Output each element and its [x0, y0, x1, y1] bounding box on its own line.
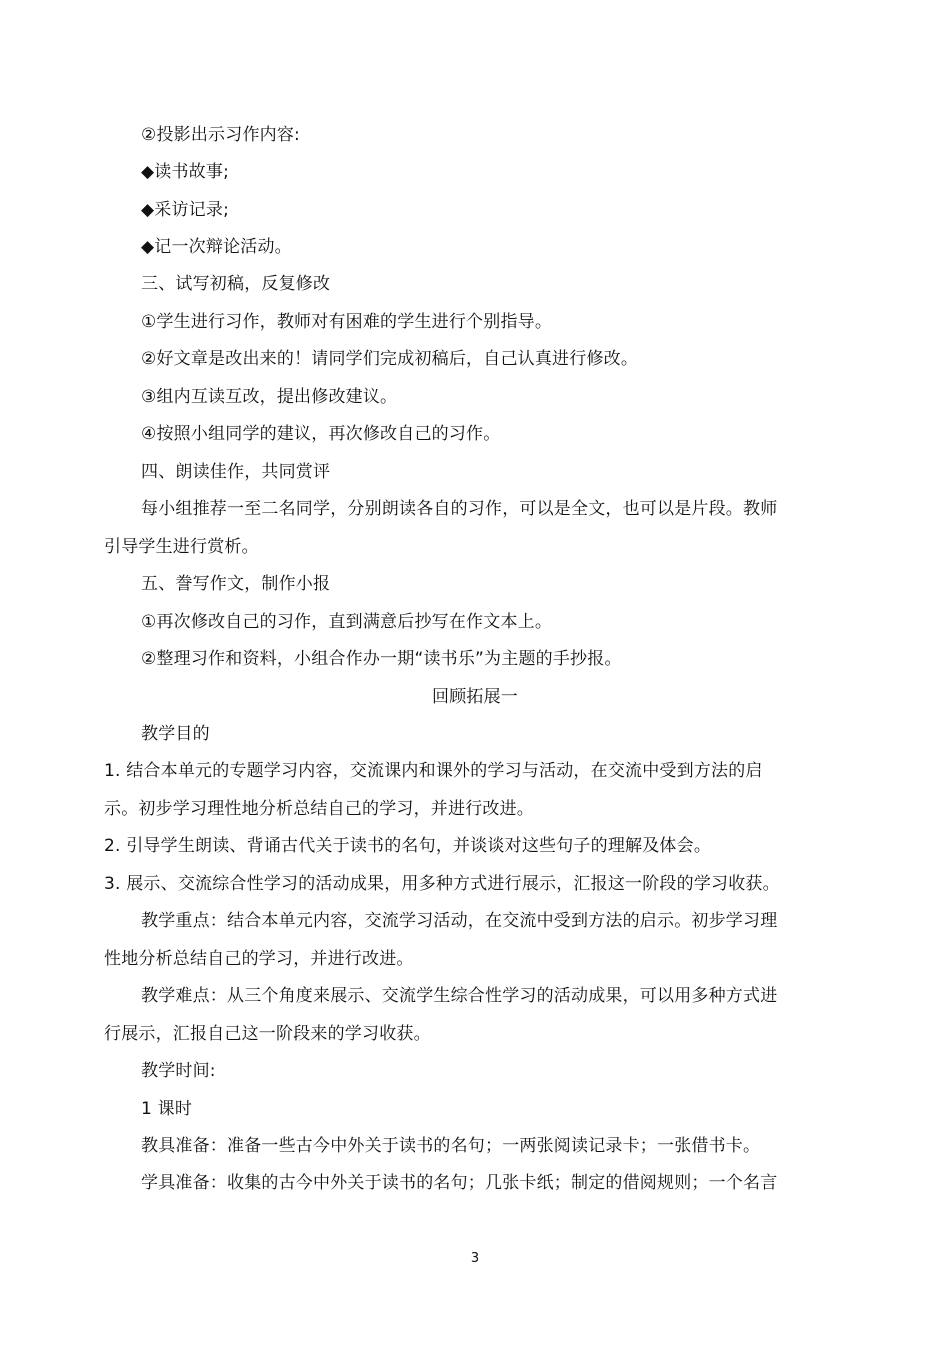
- text-line: 教学难点：从三个角度来展示、交流学生综合性学习的活动成果，可以用多种方式进: [141, 986, 778, 1006]
- text-line: 性地分析总结自己的学习，并进行改进。: [104, 949, 414, 969]
- list-item: ◆读书故事;: [141, 162, 230, 182]
- section-heading: 五、誊写作文，制作小报: [141, 574, 331, 594]
- text-line: 1 课时: [141, 1099, 193, 1119]
- text-line: ④按照小组同学的建议，再次修改自己的习作。: [141, 424, 501, 444]
- text-line: 学具准备：收集的古今中外关于读书的名句；几张卡纸；制定的借阅规则；一个名言: [141, 1173, 778, 1193]
- numbered-item: 2. 引导学生朗读、背诵古代关于读书的名句，并谈谈对这些句子的理解及体会。: [104, 836, 712, 856]
- text-line: 引导学生进行赏析。: [104, 537, 259, 557]
- subheading: 教学目的: [141, 724, 210, 744]
- text-line: ②投影出示习作内容:: [141, 125, 300, 145]
- numbered-item: 1. 结合本单元的专题学习内容，交流课内和课外的学习与活动，在交流中受到方法的启: [104, 761, 763, 781]
- text-line: ③组内互读互改，提出修改建议。: [141, 387, 398, 407]
- section-heading: 三、试写初稿，反复修改: [141, 274, 331, 294]
- text-line: 教学重点：结合本单元内容，交流学习活动，在交流中受到方法的启示。初步学习理: [141, 911, 778, 931]
- text-line: 教具准备：准备一些古今中外关于读书的名句；一两张阅读记录卡；一张借书卡。: [141, 1136, 761, 1156]
- text-line: ②好文章是改出来的！请同学们完成初稿后，自己认真进行修改。: [141, 349, 639, 369]
- text-line: 行展示，汇报自己这一阶段来的学习收获。: [104, 1024, 431, 1044]
- numbered-item: 3. 展示、交流综合性学习的活动成果，用多种方式进行展示，汇报这一阶段的学习收获。: [104, 874, 780, 894]
- list-item: ◆记一次辩论活动。: [141, 237, 292, 257]
- page-number: 3: [470, 1251, 480, 1266]
- text-line: 每小组推荐一至二名同学，分别朗读各自的习作，可以是全文，也可以是片段。教师: [141, 499, 778, 519]
- list-item: ◆采访记录;: [141, 200, 230, 220]
- chapter-title: 回顾拓展一: [432, 687, 518, 707]
- text-line: ②整理习作和资料，小组合作办一期“读书乐”为主题的手抄报。: [141, 649, 622, 669]
- section-heading: 四、朗读佳作，共同赏评: [141, 462, 331, 482]
- text-line: ①学生进行习作，教师对有困难的学生进行个别指导。: [141, 312, 553, 332]
- text-line: ①再次修改自己的习作，直到满意后抄写在作文本上。: [141, 612, 553, 632]
- text-line: 教学时间:: [141, 1061, 216, 1081]
- text-line: 示。初步学习理性地分析总结自己的学习，并进行改进。: [104, 799, 534, 819]
